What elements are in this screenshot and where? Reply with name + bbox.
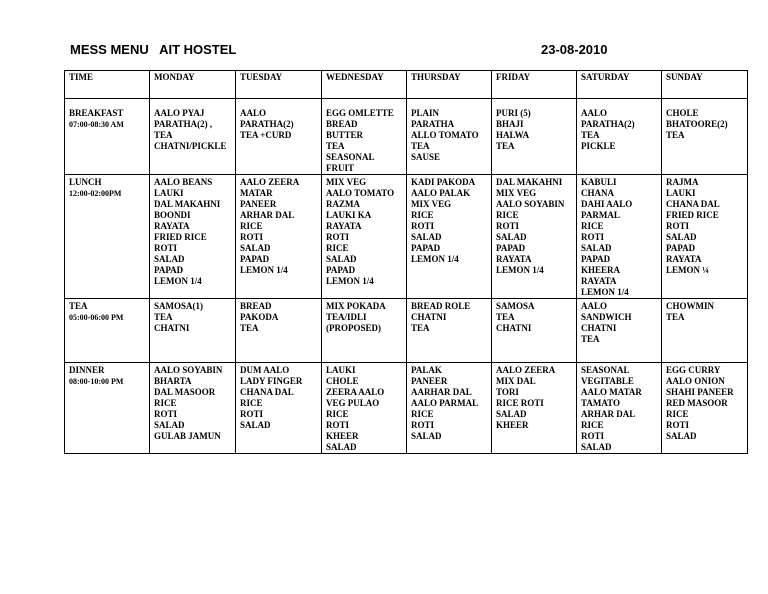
menu-item: LAUKI KA bbox=[326, 210, 372, 220]
menu-item: SALAD bbox=[411, 232, 442, 242]
menu-item: DAL MAKAHNI bbox=[496, 177, 563, 187]
menu-cell-saturday bbox=[577, 175, 662, 299]
menu-item: AALO bbox=[581, 301, 608, 311]
menu-item: TEA bbox=[326, 141, 345, 151]
menu-cell-sunday bbox=[662, 175, 748, 299]
menu-item: BREAD bbox=[326, 119, 358, 129]
meal-time-cell bbox=[65, 363, 150, 454]
menu-item: RICE bbox=[581, 420, 604, 430]
menu-item: ROTI bbox=[240, 232, 264, 242]
menu-item: SALAD bbox=[581, 243, 612, 253]
menu-item: TEA bbox=[496, 141, 515, 151]
menu-item: PARATHA(2) bbox=[581, 119, 635, 129]
menu-cell-tuesday bbox=[236, 299, 322, 363]
menu-item: PAPAD bbox=[411, 243, 441, 253]
menu-item: SALAD bbox=[154, 420, 185, 430]
menu-item: PAKODA bbox=[240, 312, 279, 322]
menu-item: TEA +CURD bbox=[240, 130, 292, 140]
menu-item: HALWA bbox=[496, 130, 530, 140]
menu-cell-thursday bbox=[407, 299, 492, 363]
menu-item: RICE bbox=[326, 243, 349, 253]
menu-item: LEMON 1/4 bbox=[496, 265, 544, 275]
menu-item: KHEER bbox=[496, 420, 529, 430]
menu-item: LEMON ¼ bbox=[666, 265, 710, 275]
menu-item: RICE bbox=[240, 398, 263, 408]
menu-item: PURI (5) bbox=[496, 108, 531, 118]
column-header-time: TIME bbox=[65, 71, 150, 99]
menu-item: PAPAD bbox=[666, 243, 696, 253]
meal-time-cell bbox=[65, 175, 150, 299]
menu-item: SALAD bbox=[240, 243, 271, 253]
menu-cell-thursday bbox=[407, 363, 492, 454]
menu-item: RICE bbox=[581, 221, 604, 231]
menu-item: ROTI bbox=[154, 409, 178, 419]
menu-item: PAPAD bbox=[240, 254, 270, 264]
menu-item: RAZMA bbox=[326, 199, 360, 209]
meal-time-cell bbox=[65, 299, 150, 363]
meal-time: 08:00-10:00 PM bbox=[69, 377, 124, 386]
menu-item: ZEERA AALO bbox=[326, 387, 385, 397]
menu-item: ALLO TOMATO bbox=[411, 130, 479, 140]
menu-item: ROTI bbox=[581, 431, 605, 441]
menu-cell-friday bbox=[492, 175, 577, 299]
menu-item: MIX VEG bbox=[496, 188, 537, 198]
meal-name: LUNCH bbox=[69, 177, 102, 187]
menu-item: DAL MAKAHNI bbox=[154, 199, 221, 209]
menu-item: MIX VEG bbox=[326, 177, 367, 187]
menu-item: FRIED RICE bbox=[666, 210, 719, 220]
menu-item: SALAD bbox=[240, 420, 271, 430]
menu-item: PANEER bbox=[411, 376, 448, 386]
menu-item: BHARTA bbox=[154, 376, 192, 386]
menu-item: ROTI bbox=[326, 232, 350, 242]
menu-item: AALO SOYABIN bbox=[154, 365, 223, 375]
menu-item: DUM AALO bbox=[240, 365, 290, 375]
menu-item: CHOWMIN bbox=[666, 301, 714, 311]
menu-cell-tuesday bbox=[236, 175, 322, 299]
menu-item: RICE bbox=[496, 210, 519, 220]
menu-row-breakfast bbox=[65, 99, 748, 175]
menu-item: CHANA DAL bbox=[240, 387, 294, 397]
menu-item: TEA/IDLI bbox=[326, 312, 367, 322]
menu-cell-monday bbox=[150, 175, 236, 299]
menu-item: RAYATA bbox=[581, 276, 617, 286]
menu-cell-wednesday bbox=[322, 299, 407, 363]
menu-cell-friday bbox=[492, 363, 577, 454]
menu-item: SEASONAL bbox=[581, 365, 630, 375]
menu-item: SAUSE bbox=[411, 152, 441, 162]
mess-menu-table bbox=[64, 70, 748, 454]
menu-item: SALAD bbox=[326, 442, 357, 452]
menu-cell-wednesday bbox=[322, 99, 407, 175]
menu-item: SALAD bbox=[496, 409, 527, 419]
menu-item: DAHI AALO bbox=[581, 199, 633, 209]
meal-time: 07:00-08:30 AM bbox=[69, 120, 124, 129]
document-date: 23-08-2010 bbox=[541, 42, 608, 57]
menu-item: AALO TOMATO bbox=[326, 188, 395, 198]
meal-time: 05:00-06:00 PM bbox=[69, 313, 124, 322]
menu-row-tea bbox=[65, 299, 748, 363]
menu-item: LEMON 1/4 bbox=[411, 254, 459, 264]
menu-item: GULAB JAMUN bbox=[154, 431, 221, 441]
menu-item: RAYATA bbox=[326, 221, 362, 231]
menu-item: SALAD bbox=[581, 442, 612, 452]
menu-item: ROTI bbox=[496, 221, 520, 231]
meal-name: TEA bbox=[69, 301, 88, 311]
column-header-thursday: THURSDAY bbox=[407, 71, 492, 99]
menu-cell-friday bbox=[492, 99, 577, 175]
menu-item: AALO MATAR bbox=[581, 387, 642, 397]
menu-item: (PROPOSED) bbox=[326, 323, 381, 333]
menu-item: EGG CURRY bbox=[666, 365, 721, 375]
menu-cell-monday bbox=[150, 99, 236, 175]
menu-item: ROTI bbox=[411, 221, 435, 231]
header-row bbox=[65, 71, 748, 99]
menu-item: AARHAR DAL bbox=[411, 387, 472, 397]
menu-item: TEA bbox=[154, 130, 173, 140]
menu-item: SAMOSA(1) bbox=[154, 301, 203, 311]
menu-row-dinner bbox=[65, 363, 748, 454]
menu-item: ROTI bbox=[240, 409, 264, 419]
menu-item: TEA bbox=[411, 141, 430, 151]
menu-cell-monday bbox=[150, 299, 236, 363]
menu-item: RICE bbox=[666, 409, 689, 419]
menu-item: SEASONAL bbox=[326, 152, 375, 162]
menu-item: CHATNI bbox=[581, 323, 617, 333]
menu-item: RICE bbox=[411, 409, 434, 419]
menu-item: AALO ZEERA bbox=[240, 177, 300, 187]
menu-item: SALAD bbox=[411, 431, 442, 441]
menu-item: KADI PAKODA bbox=[411, 177, 476, 187]
menu-item: AALO PALAK bbox=[411, 188, 471, 198]
menu-item: TEA bbox=[154, 312, 173, 322]
meal-name: DINNER bbox=[69, 365, 105, 375]
menu-item: LEMON 1/4 bbox=[240, 265, 288, 275]
menu-row-lunch bbox=[65, 175, 748, 299]
menu-item: MATAR bbox=[240, 188, 273, 198]
menu-cell-saturday bbox=[577, 99, 662, 175]
menu-item: LAUKI bbox=[326, 365, 356, 375]
menu-item: ROTI bbox=[326, 420, 350, 430]
menu-item: TEA bbox=[496, 312, 515, 322]
menu-item: VEGITABLE bbox=[581, 376, 634, 386]
meal-name: BREAKFAST bbox=[69, 108, 124, 118]
menu-item: CHANA bbox=[581, 188, 614, 198]
menu-item: AALO ZEERA bbox=[496, 365, 556, 375]
menu-item: PAPAD bbox=[326, 265, 356, 275]
menu-item: RICE ROTI bbox=[496, 398, 544, 408]
menu-item: TEA bbox=[666, 312, 685, 322]
menu-item: BREAD bbox=[240, 301, 272, 311]
menu-item: SANDWICH bbox=[581, 312, 632, 322]
menu-item: ROTI bbox=[154, 243, 178, 253]
menu-item: PALAK bbox=[411, 365, 442, 375]
menu-cell-thursday bbox=[407, 99, 492, 175]
menu-item: ROTI bbox=[581, 232, 605, 242]
menu-item: TEA bbox=[411, 323, 430, 333]
menu-item: PARMAL bbox=[581, 210, 620, 220]
menu-cell-monday bbox=[150, 363, 236, 454]
column-header-monday: MONDAY bbox=[150, 71, 236, 99]
meal-time: 12:00-02:00PM bbox=[69, 189, 122, 198]
menu-item: KHEER bbox=[326, 431, 359, 441]
menu-cell-sunday bbox=[662, 99, 748, 175]
menu-item: CHOLE bbox=[666, 108, 699, 118]
menu-item: RAYATA bbox=[666, 254, 702, 264]
menu-item: PAPAD bbox=[496, 243, 526, 253]
menu-item: TEA bbox=[666, 130, 685, 140]
menu-item: ARHAR DAL bbox=[581, 409, 636, 419]
menu-item: KABULI bbox=[581, 177, 617, 187]
menu-item: ROTI bbox=[666, 420, 690, 430]
menu-item: KHEERA bbox=[581, 265, 621, 275]
menu-item: AALO bbox=[581, 108, 608, 118]
menu-item: FRUIT bbox=[326, 163, 355, 173]
menu-item: RICE bbox=[154, 398, 177, 408]
menu-item: ROTI bbox=[411, 420, 435, 430]
menu-cell-saturday bbox=[577, 363, 662, 454]
menu-item: CHANA DAL bbox=[666, 199, 720, 209]
menu-item: PLAIN bbox=[411, 108, 440, 118]
menu-item: PAPAD bbox=[581, 254, 611, 264]
menu-item: SAMOSA bbox=[496, 301, 535, 311]
menu-item: LEMON 1/4 bbox=[326, 276, 374, 286]
menu-item: SALAD bbox=[666, 431, 697, 441]
menu-item: RICE bbox=[411, 210, 434, 220]
document-title: MESS MENU AIT HOSTEL bbox=[70, 42, 237, 57]
menu-item: FRIED RICE bbox=[154, 232, 207, 242]
menu-cell-wednesday bbox=[322, 363, 407, 454]
menu-item: LADY FINGER bbox=[240, 376, 303, 386]
menu-item: MIX VEG bbox=[411, 199, 452, 209]
menu-item: SALAD bbox=[154, 254, 185, 264]
menu-item: RAYATA bbox=[154, 221, 190, 231]
menu-item: PICKLE bbox=[581, 141, 616, 151]
menu-item: AALO PYAJ bbox=[154, 108, 205, 118]
menu-item: MIX DAL bbox=[496, 376, 536, 386]
column-header-tuesday: TUESDAY bbox=[236, 71, 322, 99]
menu-item: MIX POKADA bbox=[326, 301, 386, 311]
menu-item: AALO PARMAL bbox=[411, 398, 479, 408]
menu-item: VEG PULAO bbox=[326, 398, 380, 408]
column-header-sunday: SUNDAY bbox=[662, 71, 748, 99]
meal-time-cell bbox=[65, 99, 150, 175]
menu-item: TEA bbox=[581, 334, 600, 344]
menu-item: TEA bbox=[240, 323, 259, 333]
menu-cell-tuesday bbox=[236, 363, 322, 454]
menu-cell-saturday bbox=[577, 299, 662, 363]
menu-item: ARHAR DAL bbox=[240, 210, 295, 220]
menu-item: TAMATO bbox=[581, 398, 621, 408]
menu-item: LAUKI bbox=[154, 188, 184, 198]
menu-item: SALAD bbox=[666, 232, 697, 242]
menu-item: TEA bbox=[581, 130, 600, 140]
menu-item: LEMON 1/4 bbox=[581, 287, 629, 297]
menu-item: PARATHA(2) bbox=[240, 119, 294, 129]
menu-item: RAJMA bbox=[666, 177, 699, 187]
menu-item: TORI bbox=[496, 387, 519, 397]
menu-cell-sunday bbox=[662, 299, 748, 363]
menu-cell-sunday bbox=[662, 363, 748, 454]
menu-item: CHOLE bbox=[326, 376, 359, 386]
menu-item: PANEER bbox=[240, 199, 277, 209]
menu-item: BREAD ROLE bbox=[411, 301, 471, 311]
menu-cell-tuesday bbox=[236, 99, 322, 175]
menu-item: AALO ONION bbox=[666, 376, 725, 386]
menu-item: SHAHI PANEER bbox=[666, 387, 734, 397]
menu-item: PARATHA(2) , bbox=[154, 119, 213, 129]
menu-item: CHATNI/PICKLE bbox=[154, 141, 227, 151]
menu-item: CHATNI bbox=[411, 312, 447, 322]
menu-item: BHAJI bbox=[496, 119, 524, 129]
menu-item: BUTTER bbox=[326, 130, 364, 140]
menu-item: LEMON 1/4 bbox=[154, 276, 202, 286]
menu-item: BOONDI bbox=[154, 210, 191, 220]
menu-item: AALO bbox=[240, 108, 267, 118]
menu-item: RICE bbox=[240, 221, 263, 231]
menu-item: DAL MASOOR bbox=[154, 387, 216, 397]
menu-item: CHATNI bbox=[496, 323, 532, 333]
menu-item: ROTI bbox=[666, 221, 690, 231]
menu-item: RICE bbox=[326, 409, 349, 419]
menu-cell-thursday bbox=[407, 175, 492, 299]
menu-item: PARATHA bbox=[411, 119, 455, 129]
menu-item: RAYATA bbox=[496, 254, 532, 264]
menu-item: BHATOORE(2) bbox=[666, 119, 728, 129]
menu-item: EGG OMLETTE bbox=[326, 108, 394, 118]
menu-item: SALAD bbox=[496, 232, 527, 242]
menu-item: AALO BEANS bbox=[154, 177, 213, 187]
column-header-saturday: SATURDAY bbox=[577, 71, 662, 99]
menu-item: SALAD bbox=[326, 254, 357, 264]
menu-item: RED MASOOR bbox=[666, 398, 728, 408]
menu-cell-wednesday bbox=[322, 175, 407, 299]
menu-item: AALO SOYABIN bbox=[496, 199, 565, 209]
menu-item: CHATNI bbox=[154, 323, 190, 333]
menu-cell-friday bbox=[492, 299, 577, 363]
column-header-friday: FRIDAY bbox=[492, 71, 577, 99]
menu-item: LAUKI bbox=[666, 188, 696, 198]
menu-item: PAPAD bbox=[154, 265, 184, 275]
column-header-wednesday: WEDNESDAY bbox=[322, 71, 407, 99]
